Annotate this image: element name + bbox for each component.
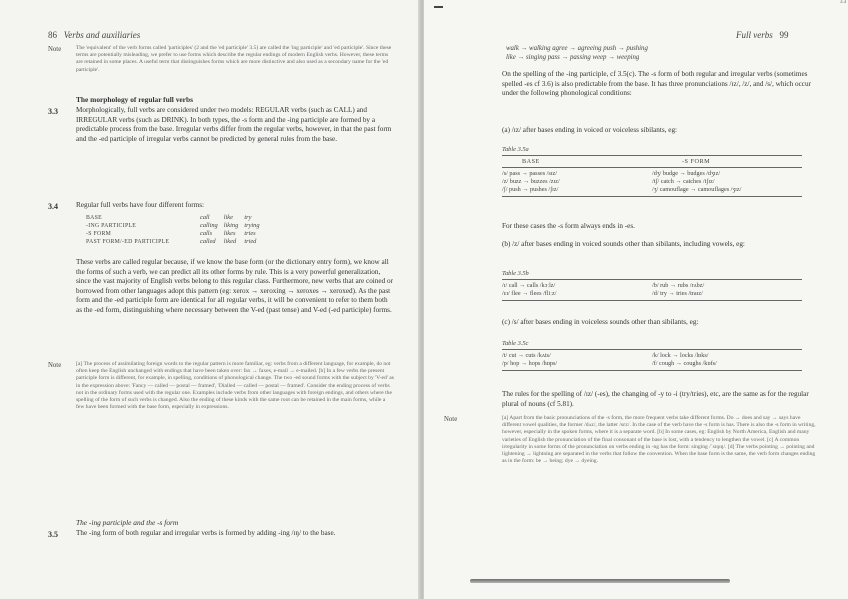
table-cell: /t/ cut → cuts /kʌts/ [502, 352, 551, 359]
table-row [652, 360, 802, 368]
paragraph-number-3-5: 3.5 [48, 530, 58, 539]
forms-table [86, 214, 266, 246]
form-value: calls [200, 230, 213, 237]
paragraph-number-3-3: 3.3 [48, 107, 58, 116]
table-left-column [502, 352, 652, 368]
table-cell: /p/ hop → hops /hɒps/ [502, 360, 558, 367]
table-cell: /ʒ/ camouflage → camouflages /ʒɪz/ [652, 186, 742, 193]
note-text [76, 361, 394, 477]
table-3-5a [502, 146, 802, 197]
table-rule [502, 155, 802, 156]
table-rule [502, 279, 802, 280]
left-page-number: 86 [48, 30, 57, 40]
form-value: tries [244, 230, 256, 237]
table-left-column [502, 170, 652, 194]
table-right-column [652, 170, 802, 194]
table-cell: /z/ buzz → buzzes /zɪz/ [502, 178, 560, 185]
paragraph-3-3 [76, 106, 394, 192]
table-body [502, 282, 802, 298]
left-running-title: Verbs and auxiliaries [63, 30, 141, 40]
condition-c: (c) /s/ after bases ending in voiceless sounds other than sibilants, eg: [502, 318, 699, 326]
table-body [502, 170, 802, 194]
form-value: called [200, 238, 216, 245]
table-rule [502, 370, 802, 371]
note-paragraph: The 'equivalent' of the verb forms called 'participles' (2 and the 'ed participle' 3.5) are called the 'ing participle' and 'ed participle'. Since these terms are potentially misleading, we prefer to use forms which describe the regular endings of modern English verbs. However, these terms are retained in some places. A useful term that distinguishes forms which are more distinctive and also used as a secondary name for the 'ed participle'. [76, 45, 392, 73]
example-line: walk → walking agree → agreeing push → pushing [506, 45, 648, 52]
note-label: Note [444, 416, 458, 423]
page-edge-mark: 3.3 [840, 0, 847, 5]
table-body [502, 352, 802, 368]
table-right-column [652, 282, 802, 298]
right-page-number: 99 [779, 30, 789, 40]
table-cell: /tʃ/ catch → catches /tʃɪz/ [652, 178, 715, 185]
note-label: Note [48, 362, 62, 369]
example-line: like → singing pass → passing weep → weeping [506, 54, 640, 61]
section-heading: The morphology of regular full verbs [76, 95, 193, 104]
paragraph-3-4-body [76, 258, 394, 354]
right-running-head [736, 30, 789, 40]
verb-forms-table [86, 214, 266, 246]
table-title: Table 3.5a [502, 146, 529, 153]
table-row [502, 282, 652, 290]
table-rule [502, 196, 802, 197]
table-3-5b [502, 270, 802, 301]
table-header [502, 158, 802, 165]
table-row [652, 186, 802, 194]
table-cell: /k/ lock → locks /lɒks/ [652, 352, 709, 359]
table-title: Table 3.5b [502, 270, 529, 277]
table-title: Table 3.5c [502, 340, 529, 347]
table-cell: /s/ pass → passes /sɪz/ [502, 170, 557, 177]
table-row [502, 186, 652, 194]
page-bottom-shadow [470, 579, 730, 583]
table-cell: /dʒ/ budge → budges /dʒɪz/ [652, 170, 721, 177]
table-cell: /ɪ/ call → calls /kɔːlz/ [502, 282, 556, 289]
table-row [502, 360, 652, 368]
right-running-title: Full verbs [736, 30, 773, 40]
condition-b: (b) /z/ after bases ending in voiced sounds other than sibilants, including vowels, eg: [502, 240, 745, 248]
table-row [652, 170, 802, 178]
forms-row [86, 222, 266, 230]
spelling-rules-paragraph [502, 390, 820, 409]
table-cell: /d/ try → tries /traɪz/ [652, 290, 703, 297]
forms-row [86, 230, 266, 238]
note-label: Note [48, 46, 62, 53]
paragraph-text: Morphologically, full verbs are considered under two models: REGULAR verbs (such as CALL) and IRREGULAR verbs (such as DRINK). In both types, the -s form and the -ing participle are formed by a predictable process from the base. Irregular verbs differ from the regular verbs, however, in that the past form and the -ed participle of irregular verbs cannot be predicted by general rules from the base. [76, 106, 392, 143]
form-value: like [223, 214, 233, 221]
form-value: liking [223, 222, 239, 229]
paragraph-number-3-4: 3.4 [48, 202, 58, 211]
table-row [652, 178, 802, 186]
form-value: calling [200, 222, 218, 229]
table-row [502, 178, 652, 186]
right-page [424, 0, 848, 599]
forms-row [86, 214, 266, 222]
table-left-column [502, 282, 652, 298]
intro-paragraph [502, 70, 820, 116]
note-text [502, 415, 820, 533]
paragraph-3-4-intro: Regular full verbs have four different forms: [76, 201, 205, 209]
table-rule [502, 349, 802, 350]
form-value: liked [223, 238, 237, 245]
paragraph-text: The rules for the spelling of /ɪz/ (-es), the changing of -y to -i (try/tries), etc, are the same as for the regular plural of nouns (cf 5.81). [502, 390, 809, 408]
table-row [502, 170, 652, 178]
form-label: PAST FORM/-ED PARTICIPLE [86, 238, 170, 245]
table-right-column [652, 352, 802, 368]
left-running-head [48, 30, 140, 40]
table-row [502, 352, 652, 360]
form-label: BASE [86, 214, 103, 221]
table-cell: /b/ rub → rubs /rʌbz/ [652, 282, 705, 289]
table-col-s-form: -S FORM [682, 158, 711, 165]
subsection-heading: The -ing participle and the -s form [76, 518, 179, 527]
paragraph-text: These verbs are called regular because, if we know the base form (or the dictionary entry form), we know all the forms of such a verb, we can predict all its other forms by rule. This is a very powerful generalization, since the vast majority of English verbs belong to this regular class. Furthermore, new verbs that are coined or borrowed from other languages adopt this pattern (eg: xerox → xeroxing → xeroxes → xeroxed). As the past form and the -ed participle form are identical for all regular verbs, it will be convenient to refer to them both as the -ed form, distinguishing where necessary between the V-ed (past tense) and V-ed (-ed participle) forms. [76, 258, 393, 314]
note-paragraph: [a] Apart from the basic pronunciations of the -s form, the more frequent verbs take different forms. Do → does and say → says have different vowel qualities, the former /dʌz/, the latter /sɛz/. In the case of the verb have the -s form is has. There is also the -s form in writing, however, especially in the spoken forms, where it is a separate word. [b] In some cases, eg: English by North America, English and many varieties of English the pronunciation of the final consonant of the base is lost, with a tendency to lengthen the vowel. [c] A common irregularity in some forms of the pronunciation on verbs ending in -ng has the form: singing /ˈsɪŋɪŋ/. [d] The verbs pointing → pointing and lightening → lightning are separated in the verbs that follow the convention. When the base form is the same, the verb form changes ending as in the form: be → being; dye → dyeing. [502, 415, 816, 465]
after-table-text: For these cases the -s form always ends in -es. [502, 222, 635, 230]
table-rule [502, 167, 802, 168]
table-row [502, 290, 652, 298]
table-col-base: BASE [522, 158, 540, 165]
condition-a: (a) /ɪz/ after bases ending in voiced or voiceless sibilants, eg: [502, 126, 678, 134]
paragraph-text: On the spelling of the -ing participle, cf 3.5(c). The -s form of both regular and irregular verbs (sometimes spelled -es cf 3.6) is also predictable from the base. It has three pronunciations /ɪz/, /z/, and /s/, which occur under the following phonological conditions: [502, 70, 811, 98]
examples-block [506, 44, 806, 62]
table-cell: /ʃ/ push → pushes /ʃɪz/ [502, 186, 559, 193]
table-rule [502, 300, 802, 301]
corner-mark [434, 6, 443, 8]
table-cell: /ɛɪ/ flee → flees /fliːz/ [502, 290, 557, 297]
form-value: trying [244, 222, 260, 229]
paragraph-3-5 [76, 529, 394, 539]
paragraph-text: The -ing form of both regular and irregular verbs is formed by adding -ing /ɪŋ/ to the base. [76, 529, 336, 537]
note-text [76, 45, 394, 89]
left-page [0, 0, 420, 599]
form-value: call [200, 214, 210, 221]
table-row [652, 290, 802, 298]
form-value: try [244, 214, 252, 221]
table-row [652, 282, 802, 290]
form-value: tried [244, 238, 257, 245]
table-row [652, 352, 802, 360]
form-label: -S FORM [86, 230, 112, 237]
note-paragraph: [a] The process of assimilating foreign words to the regular pattern is more familiar, eg: verbs from a different language, for example, do not often keep the English unchanged with endings that have been taken over: fax → faxes, e-mail → e-mailed. [b] In a few verbs the present participle form is different, for example, in spelling, conditions of phonological change. The two -ed sound forms with the subject by 'V-ed' as in the expression above: 'Fancy — called — postal — framed', 'Dialled — called — postal — framed'. Consider the ending process of verbs not in the ordinary forms used with the regular one. Examples include verbs from other languages with foreign endings, and others where the spelling of the form of such verbs is changed. Also the ending of these kinds with the same root can be retained in the main forms, while a few have been formed with the base form, especially in expressions. [76, 361, 394, 411]
forms-row [86, 238, 266, 246]
form-value: likes [223, 230, 236, 237]
table-3-5c [502, 340, 802, 371]
form-label: -ING PARTICIPLE [86, 222, 137, 229]
table-cell: /f/ cough → coughs /kɒfs/ [652, 360, 717, 367]
